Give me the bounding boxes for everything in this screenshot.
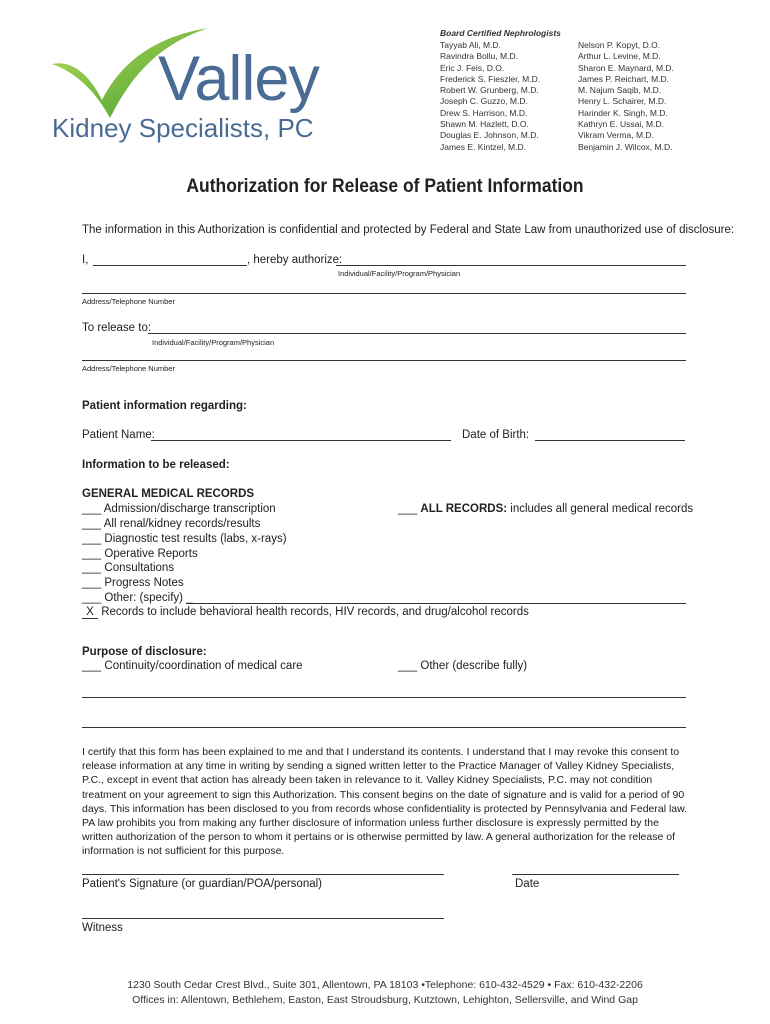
purpose-description-line-2[interactable] — [82, 727, 686, 728]
record-label: Consultations — [104, 562, 175, 574]
purpose-heading: Purpose of disclosure: — [82, 646, 207, 658]
purpose-other-label: Other (describe fully) — [420, 660, 528, 672]
i-label: I, — [82, 254, 89, 266]
physician-name: Nelson P. Kopyt, D.O. — [578, 40, 661, 50]
record-item[interactable] — [82, 503, 276, 515]
physicians-list-2 — [578, 40, 674, 153]
record-checkbox[interactable]: ___ — [82, 548, 102, 560]
record-checkbox[interactable]: ___ — [82, 533, 102, 545]
purpose-continuity-label: Continuity/coordination of medical care — [104, 660, 303, 672]
all-records-desc: includes all general medical records — [510, 503, 694, 515]
physician-name: Harinder K. Singh, M.D. — [578, 107, 668, 118]
behavioral-label: Records to include behavioral health records, HIV records, and drug/alcohol records — [101, 606, 529, 618]
signature-label: Patient's Signature (or guardian/POA/personal) — [82, 878, 322, 890]
authorize-label: , hereby authorize: — [247, 254, 343, 266]
record-label: Diagnostic test results (labs, x-rays) — [104, 533, 287, 545]
release-address-caption: Address/Telephone Number — [82, 364, 175, 373]
all-records-label: ALL RECORDS: — [420, 503, 508, 515]
purpose-description-line-1[interactable] — [82, 697, 686, 698]
purpose-continuity-item[interactable] — [82, 660, 303, 672]
authorize-address-field[interactable] — [82, 293, 686, 294]
patient-name-label: Patient Name: — [82, 429, 155, 441]
record-item[interactable] — [82, 518, 260, 530]
physician-name: M. Najum Saqib, M.D. — [578, 85, 662, 96]
behavioral-records-item[interactable] — [82, 606, 529, 619]
info-released-heading: Information to be released: — [82, 459, 230, 471]
physician-name: Ravindra Bollu, M.D. — [440, 51, 518, 62]
record-item[interactable] — [82, 548, 198, 560]
record-item[interactable] — [82, 562, 174, 574]
physician-name: Drew S. Harrison, M.D. — [440, 107, 528, 118]
purpose-other-item[interactable] — [398, 660, 527, 672]
general-records-heading: GENERAL MEDICAL RECORDS — [82, 488, 255, 500]
authorize-party-field[interactable] — [336, 265, 686, 266]
other-specify-field[interactable] — [186, 603, 686, 604]
logo-text-sub: Kidney Specialists, PC — [52, 113, 314, 143]
physician-name: Douglas E. Johnson, M.D. — [440, 130, 539, 141]
physicians-title: Board Certified Nephrologists — [440, 28, 561, 38]
dob-label: Date of Birth: — [462, 429, 530, 441]
physician-name: James P. Reichart, M.D. — [578, 73, 670, 84]
record-label: Other: (specify) _ — [104, 592, 193, 604]
record-label: Operative Reports — [104, 548, 198, 560]
purpose-other-checkbox[interactable]: ___ — [398, 660, 418, 672]
witness-signature-field[interactable] — [82, 918, 444, 919]
footer-address: 1230 South Cedar Crest Blvd., Suite 301, Allentown, PA 18103 •Telephone: 610-432-4529 • Fax: 610-432-2206 — [127, 979, 643, 991]
release-to-field[interactable] — [148, 333, 686, 334]
physician-name: Kathryn E. Ussai, M.D. — [578, 119, 664, 130]
record-label: Admission/discharge transcription — [103, 503, 276, 515]
witness-label: Witness — [82, 922, 123, 934]
purpose-continuity-checkbox[interactable]: ___ — [82, 660, 102, 672]
physician-name: Arthur L. Levine, M.D. — [578, 51, 661, 62]
record-label: All renal/kidney records/results — [103, 518, 261, 530]
dob-field[interactable] — [535, 440, 685, 441]
record-checkbox[interactable]: ___ — [82, 518, 102, 530]
patient-signature-field[interactable] — [82, 874, 444, 875]
physician-name: Tayyab Ali, M.D. — [440, 40, 501, 50]
physician-name: Benjamin J. Wilcox, M.D. — [578, 141, 673, 152]
patient-self-name-field[interactable] — [93, 265, 247, 266]
record-checkbox[interactable]: ___ — [82, 562, 102, 574]
behavioral-checkbox[interactable]: X — [82, 606, 98, 619]
page-title: Authorization for Release of Patient Information — [186, 176, 584, 197]
logo-text-main: Valley — [158, 44, 319, 114]
footer-offices: Offices in: Allentown, Bethlehem, Easton, East Stroudsburg, Kutztown, Lehighton, Sellersville, and Wind Gap — [132, 994, 638, 1006]
record-item[interactable] — [82, 577, 184, 589]
physician-name: Shawn M. Hazlett, D.O. — [440, 119, 529, 130]
all-records-checkbox[interactable]: ___ — [398, 503, 418, 515]
all-records-item[interactable] — [398, 503, 693, 515]
physician-name: Eric J. Feis, D.O. — [440, 62, 505, 73]
record-checkbox[interactable]: ___ — [82, 592, 102, 604]
individual-caption: Individual/Facility/Program/Physician — [338, 269, 461, 278]
release-individual-caption: Individual/Facility/Program/Physician — [152, 338, 275, 347]
release-address-field[interactable] — [82, 360, 686, 361]
physician-name: James E. Kintzel, M.D. — [440, 141, 526, 152]
patient-info-heading: Patient information regarding: — [82, 400, 247, 412]
physician-name: Henry L. Schairer, M.D. — [578, 96, 667, 107]
date-label: Date — [515, 878, 540, 890]
address-caption: Address/Telephone Number — [82, 297, 175, 306]
certification-text: I certify that this form has been explained to me and that I understand its contents. I understand that I may revoke this consent to release information at any time in writing by sending a signed written letter to the Practice Manager of Valley Kidney Specialists, P.C., except in event that action has already been taken in relevance to it. Valley Kidney Specialists, P.C. may not condition treatment on your agreement to sign this Authorization. This consent begins on the date of signature and is valid for a period of 90 days. This information has been disclosed to you from records whose confidentiality is protected by Pennsylvania and Federal law. PA law prohibits you from making any further disclosure of information unless further disclosure is expressly permitted by the written authorization of the person to whom it pertains or is otherwise permitted by law. A general authorization for the release of information is not sufficient for this purpose. — [82, 746, 688, 858]
physicians-list-1 — [440, 40, 540, 153]
physician-name: Joseph C. Guzzo, M.D. — [440, 96, 528, 107]
physician-name: Robert W. Grunberg, M.D. — [440, 85, 539, 96]
intro-text: The information in this Authorization is confidential and protected by Federal and State Law from unauthorized use of disclosure: — [82, 224, 735, 236]
record-item[interactable] — [82, 533, 287, 545]
release-to-label: To release to: — [82, 322, 152, 334]
record-checkbox[interactable]: ___ — [82, 577, 102, 589]
physician-name: Vikram Verma, M.D. — [578, 130, 654, 141]
record-item[interactable] — [82, 592, 193, 604]
physician-name: Sharon E. Maynard, M.D. — [578, 62, 674, 73]
record-checkbox[interactable]: ___ — [82, 503, 102, 515]
physician-name: Frederick S. Fieszler, M.D. — [440, 73, 541, 84]
patient-name-field[interactable] — [151, 440, 451, 441]
signature-date-field[interactable] — [512, 874, 679, 875]
record-label: Progress Notes — [104, 577, 184, 589]
